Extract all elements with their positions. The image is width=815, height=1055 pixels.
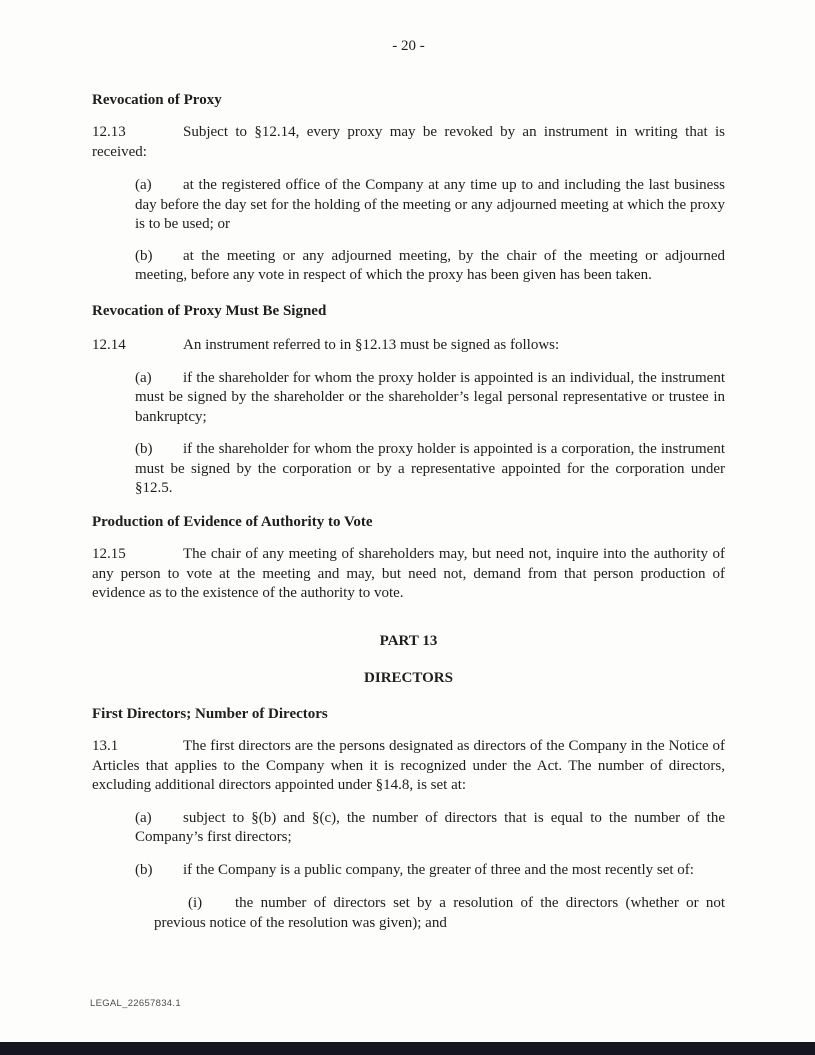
list-item-marker: (a): [135, 809, 152, 826]
list-item-a: [135, 809, 725, 848]
list-item-text: the number of directors set by a resolution of the directors (whether or not previous notice of the resolution was given); and: [154, 895, 725, 931]
section-heading-first-directors: First Directors; Number of Directors: [92, 705, 328, 722]
document-footer-id: LEGAL_22657834.1: [90, 998, 181, 1009]
list-item-marker: (b): [135, 441, 153, 457]
clause-13-1: [92, 737, 725, 796]
clause-number: 12.15: [92, 546, 126, 562]
section-heading-revocation-signed: Revocation of Proxy Must Be Signed: [92, 302, 327, 319]
list-item-text: at the meeting or any adjourned meeting, by the chair of the meeting or adjourned meeting, before any vote in respect of which the proxy has been given has been taken.: [135, 247, 725, 283]
section-heading-production-of-evidence: Production of Evidence of Authority to Vote: [92, 513, 373, 530]
list-item-text: if the Company is a public company, the greater of three and the most recently set of:: [183, 861, 694, 878]
list-item-text: if the shareholder for whom the proxy holder is appointed is a corporation, the instrument must be signed by the corporation or by a representative appointed for the corporation under §12.5.: [135, 441, 725, 496]
clause-12-14: [92, 336, 725, 356]
section-heading-revocation-of-proxy: Revocation of Proxy: [92, 91, 222, 108]
list-item-marker: (a): [135, 177, 152, 193]
list-item-text: subject to §(b) and §(c), the number of directors that is equal to the number of the Company’s first directors;: [135, 809, 725, 845]
list-item-b: [135, 440, 725, 499]
part-title: DIRECTORS: [364, 670, 453, 686]
list-item-marker: (i): [188, 895, 203, 911]
list-item-a: [135, 176, 725, 235]
scan-edge-artifact: [0, 1042, 815, 1055]
clause-text: The first directors are the persons designated as directors of the Company in the Notice of Articles that applies to the Company when it is recognized under the Act. The number of directors, excluding additional directors appointed under §14.8, is set at:: [92, 738, 725, 793]
page-content: [92, 37, 725, 933]
list-item-marker: (b): [135, 247, 153, 264]
clause-number: 13.1: [92, 738, 119, 754]
clause-text: The chair of any meeting of shareholders may, but need not, inquire into the authority of any person to vote at the meeting and may, but need not, demand from that person production of evidence as to the existence of the authority to vote.: [92, 546, 725, 601]
list-item-marker: (a): [135, 369, 152, 386]
clause-number: 12.14: [92, 337, 126, 353]
list-item-text: if the shareholder for whom the proxy holder is appointed is an individual, the instrument must be signed by the shareholder or the shareholder’s legal personal representative or trustee in bankruptcy;: [135, 369, 725, 425]
list-item-b: [135, 247, 725, 286]
clause-text: An instrument referred to in §12.13 must be signed as follows:: [183, 337, 560, 353]
list-subitem-i: [154, 894, 725, 933]
clause-number: 12.13: [92, 124, 126, 140]
list-item-b: [135, 861, 725, 881]
part-label: PART 13: [379, 632, 438, 649]
clause-text: Subject to §12.14, every proxy may be revoked by an instrument in writing that is received:: [92, 124, 725, 160]
list-item-text: at the registered office of the Company at any time up to and including the last business day before the day set for the holding of the meeting or any adjourned meeting at which the proxy is to be used; or: [135, 177, 725, 232]
list-item-marker: (b): [135, 861, 153, 878]
clause-12-13: [92, 123, 725, 162]
list-item-a: [135, 369, 725, 428]
page-number: - 20 -: [392, 38, 425, 54]
clause-12-15: [92, 545, 725, 604]
